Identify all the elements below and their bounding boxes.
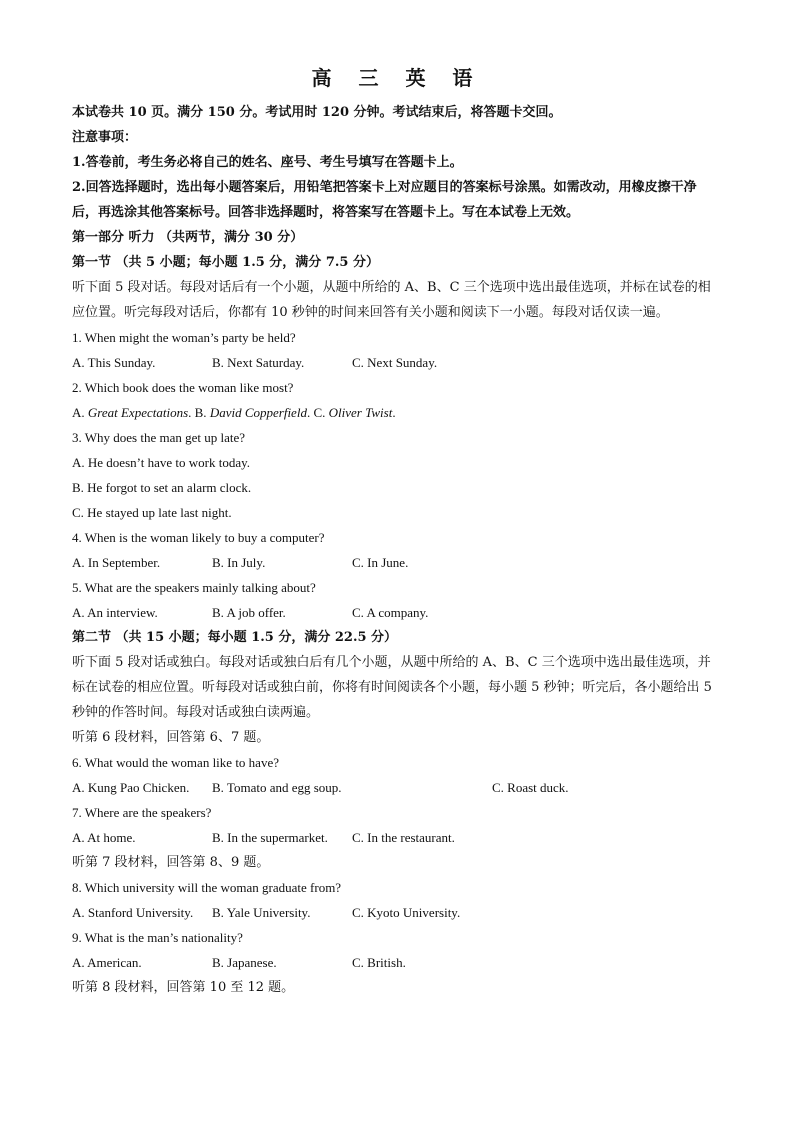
section2-instructions: 听下面 5 段对话或独白。每段对话或独白后有几个小题，从题中所给的 A、B、C 三个选项中选出最佳选项，并标在试卷的相应位置。听每段对话或独白前，你将有时间阅读各个小题，每小题 5 秒钟；听完后，各小题给出 5 秒钟的作答时间。每段对话或独白读两遍。	[72, 655, 712, 720]
q7-option-a: A. At home.	[72, 830, 136, 845]
question-7-options	[72, 825, 722, 850]
question-2-options	[72, 400, 722, 425]
exam-intro: 本试卷共 10 页。满分 150 分。考试用时 120 分钟。考试结束后，将答题卡交回。	[72, 105, 562, 120]
q2-end: .	[392, 405, 396, 420]
question-8-options	[72, 900, 722, 925]
q1-option-c: C. Next Sunday.	[352, 355, 438, 370]
q5-option-a: A. An interview.	[72, 605, 158, 620]
q9-option-c: C. British.	[352, 955, 406, 970]
q9-option-a: A. American.	[72, 955, 142, 970]
material-7-note: 听第 7 段材料，回答第 8、9 题。	[72, 855, 270, 870]
question-9: 9. What is the man’s nationality?	[72, 930, 243, 945]
q1-option-b: B. Next Saturday.	[212, 355, 305, 370]
question-3: 3. Why does the man get up late?	[72, 430, 246, 445]
exam-page	[72, 64, 722, 1000]
q2-prefix-c: . C.	[306, 405, 329, 420]
question-2: 2. Which book does the woman like most?	[72, 380, 294, 395]
q2-prefix-a: A.	[72, 405, 88, 420]
note-1: 1.答卷前，考生务必将自己的姓名、座号、考生号填写在答题卡上。	[72, 155, 463, 170]
q6-option-a: A. Kung Pao Chicken.	[72, 780, 190, 795]
note-2: 2.回答选择题时，选出每小题答案后，用铅笔把答案卡上对应题目的答案标号涂黑。如需改动，用橡皮擦干净后，再选涂其他答案标号。回答非选择题时，将答案写在答题卡上。写在本试卷上无效。	[72, 180, 697, 220]
question-4: 4. When is the woman likely to buy a computer?	[72, 530, 325, 545]
q3-option-c: C. He stayed up late last night.	[72, 505, 232, 520]
q2-option-a: Great Expectations	[87, 405, 189, 420]
question-5: 5. What are the speakers mainly talking about?	[72, 580, 316, 595]
section1-instructions: 听下面 5 段对话。每段对话后有一个小题，从题中所给的 A、B、C 三个选项中选出最佳选项，并标在试卷的相应位置。听完每段对话后，你都有 10 秒钟的时间来回答有关小题和阅读下一小题。每段对话仅读一遍。	[72, 280, 711, 320]
q5-option-c: C. A company.	[352, 605, 429, 620]
section1-heading: 第一节 （共 5 小题；每小题 1.5 分，满分 7.5 分）	[72, 255, 379, 270]
part1-heading: 第一部分 听力 （共两节，满分 30 分）	[72, 230, 304, 245]
q7-option-c: C. In the restaurant.	[352, 830, 455, 845]
question-1-options	[72, 350, 722, 375]
q3-option-b: B. He forgot to set an alarm clock.	[72, 480, 252, 495]
q4-option-a: A. In September.	[72, 555, 161, 570]
material-8-note: 听第 8 段材料，回答第 10 至 12 题。	[72, 980, 295, 995]
q1-option-a: A. This Sunday.	[72, 355, 156, 370]
section2-heading: 第二节 （共 15 小题；每小题 1.5 分，满分 22.5 分）	[72, 630, 398, 645]
notes-label: 注意事项：	[72, 130, 138, 145]
q2-option-c: Oliver Twist	[328, 405, 393, 420]
q2-option-b: David Copperfield	[209, 405, 307, 420]
q8-option-b: B. Yale University.	[212, 905, 311, 920]
q5-option-b: B. A job offer.	[212, 605, 286, 620]
q6-option-b: B. Tomato and egg soup.	[212, 780, 342, 795]
q8-option-a: A. Stanford University.	[72, 905, 194, 920]
question-6-options	[72, 775, 722, 800]
q8-option-c: C. Kyoto University.	[352, 905, 461, 920]
q4-option-c: C. In June.	[352, 555, 409, 570]
q4-option-b: B. In July.	[212, 555, 266, 570]
page-title: 高 三 英 语	[311, 66, 483, 90]
question-4-options	[72, 550, 722, 575]
question-6: 6. What would the woman like to have?	[72, 755, 279, 770]
q3-option-a: A. He doesn’t have to work today.	[72, 455, 250, 470]
question-9-options	[72, 950, 722, 975]
question-7: 7. Where are the speakers?	[72, 805, 212, 820]
material-6-note: 听第 6 段材料，回答第 6、7 题。	[72, 730, 270, 745]
question-5-options	[72, 600, 722, 625]
q9-option-b: B. Japanese.	[212, 955, 277, 970]
q6-option-c: C. Roast duck.	[492, 780, 569, 795]
question-8: 8. Which university will the woman graduate from?	[72, 880, 342, 895]
q7-option-b: B. In the supermarket.	[212, 830, 328, 845]
q2-prefix-b: . B.	[188, 405, 210, 420]
question-1: 1. When might the woman’s party be held?	[72, 330, 296, 345]
